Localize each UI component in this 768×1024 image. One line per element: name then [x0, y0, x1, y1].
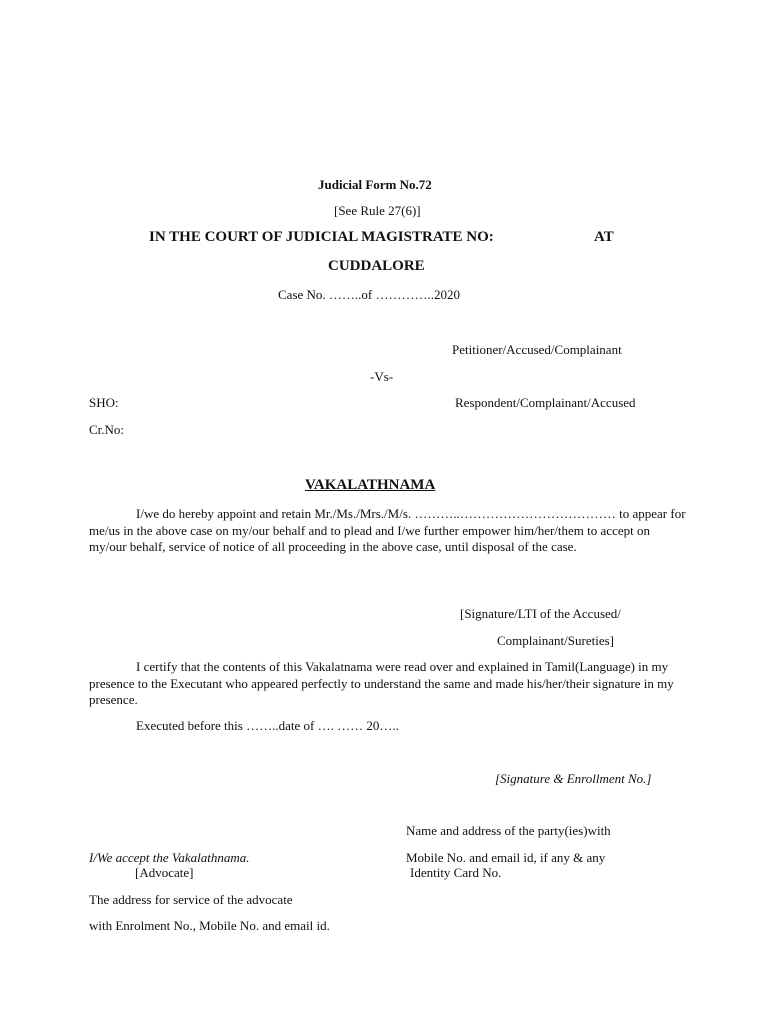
party-details-line3: Identity Card No. [410, 865, 502, 880]
appointment-paragraph [89, 506, 689, 556]
signature-accused-line1: [Signature/LTI of the Accused/ [460, 606, 621, 621]
court-heading-at: AT [594, 229, 614, 245]
appointment-text: I/we do hereby appoint and retain Mr./Ms./Mrs./M/s. ………..……………………………… to appear for me/us in the above case on my/our behalf and to plead and I/we further empower him/her/them to accept on my/our behalf, service of notice of all proceeding in the above case, until disposal of the case. [89, 506, 686, 554]
enrollment-signature: [Signature & Enrollment No.] [495, 771, 652, 786]
advocate-label: [Advocate] [135, 865, 194, 880]
advocate-address-line1: The address for service of the advocate [89, 892, 293, 907]
certification-paragraph [89, 659, 689, 709]
crno-label: Cr.No: [89, 422, 125, 437]
form-number: Judicial Form No.72 [318, 177, 432, 192]
rule-reference: [See Rule 27(6)] [334, 203, 421, 218]
sho-label: SHO: [89, 395, 119, 410]
court-heading: IN THE COURT OF JUDICIAL MAGISTRATE NO: [149, 229, 494, 245]
case-number: Case No. ……..of …………..2020 [278, 287, 460, 302]
acceptance-text: I/We accept the Vakalathnama. [89, 850, 250, 865]
executed-line: Executed before this ……..date of …. …… 20….. [136, 718, 399, 733]
petitioner-label: Petitioner/Accused/Complainant [452, 342, 622, 357]
document-title: VAKALATHNAMA [305, 477, 436, 493]
party-details-line1: Name and address of the party(ies)with [406, 823, 611, 838]
party-details-line2: Mobile No. and email id, if any & any [406, 850, 606, 865]
certification-text: I certify that the contents of this Vakalatnama were read over and explained in Tamil(Language) in my presence to the Executant who appeared perfectly to understand the same and made his/her/their signature in my presence. [89, 659, 674, 707]
signature-accused-line2: Complainant/Sureties] [497, 633, 614, 648]
court-place: CUDDALORE [328, 258, 425, 274]
versus-label: -Vs- [370, 369, 394, 384]
respondent-label: Respondent/Complainant/Accused [455, 395, 636, 410]
advocate-address-line2: with Enrolment No., Mobile No. and email id. [89, 918, 330, 933]
